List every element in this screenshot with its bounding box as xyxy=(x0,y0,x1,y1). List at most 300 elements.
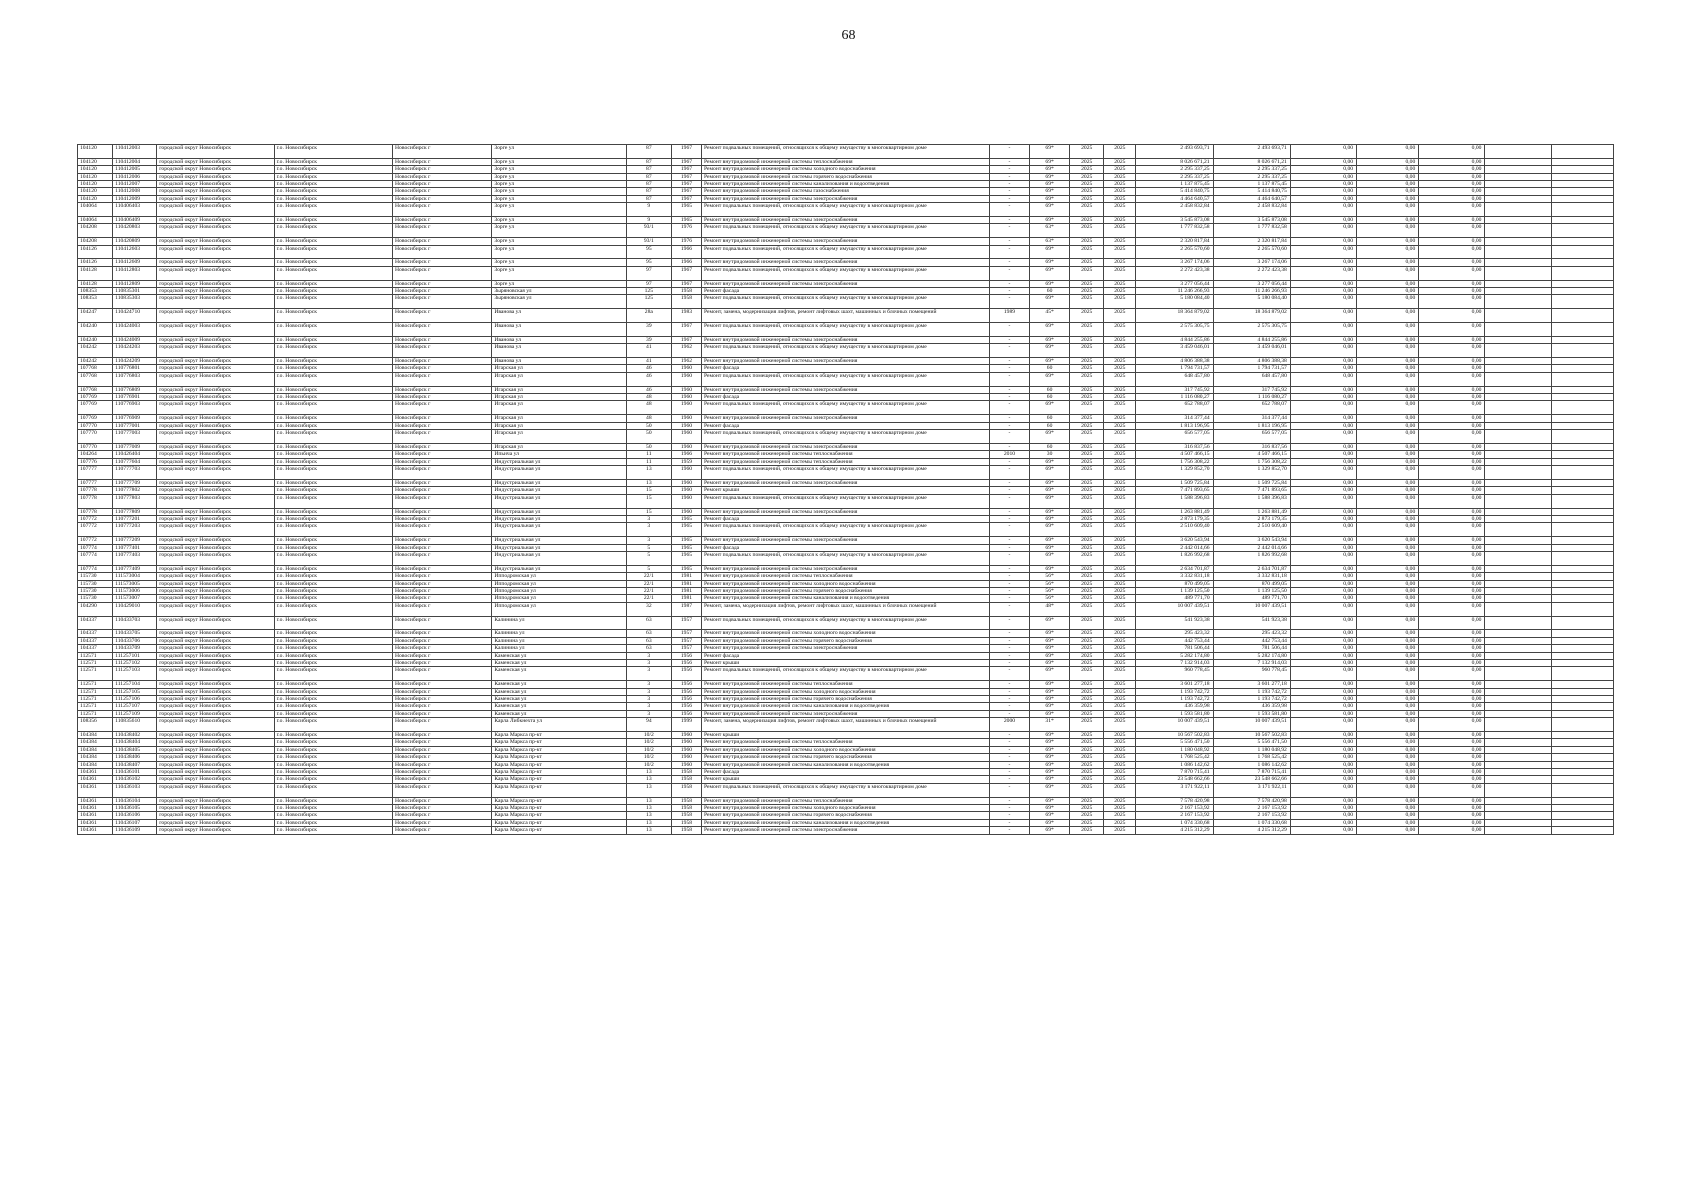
table-cell xyxy=(1485,266,1551,280)
table-cell: 110433709 xyxy=(113,645,157,652)
table-cell: - xyxy=(989,659,1029,666)
table-cell: 1 777 832,58 xyxy=(1213,224,1290,238)
table-cell: 2025 xyxy=(1104,551,1136,565)
table-cell: 3 267 174,06 xyxy=(1213,259,1290,266)
table-cell: 1967 xyxy=(671,188,701,195)
table-cell: 112571 xyxy=(78,681,113,688)
table-cell: 317 745,92 xyxy=(1136,386,1213,393)
table-cell: 0,00 xyxy=(1357,487,1419,494)
table-cell: Ипподромская ул xyxy=(492,595,626,602)
table-cell: 2025 xyxy=(1104,224,1136,238)
table-cell: Ремонт крыши xyxy=(701,776,989,783)
table-cell xyxy=(1485,280,1551,287)
table-cell: Ремонт подвальных помещений, относящихся к общему имуществу в многоквартирном доме xyxy=(701,245,989,259)
table-cell: г.о. Новосибирск xyxy=(274,166,392,173)
table-cell: 1956 xyxy=(671,667,701,681)
table-cell: - xyxy=(989,812,1029,819)
table-cell: Зыряновская ул xyxy=(492,288,626,295)
table-cell: 2025 xyxy=(1104,776,1136,783)
table-cell: г.о. Новосибирск xyxy=(274,238,392,245)
table-cell: Индустриальная ул xyxy=(492,479,626,486)
table-cell: Игарская ул xyxy=(492,430,626,444)
table-cell xyxy=(1551,266,1613,280)
table-cell: 2 295 337,25 xyxy=(1213,173,1290,180)
table-cell xyxy=(1485,158,1551,165)
table-cell: г.о. Новосибирск xyxy=(274,451,392,458)
table-cell: 0,00 xyxy=(1357,573,1419,580)
table-cell: 3 620 543,94 xyxy=(1213,537,1290,544)
table-cell: 104361 xyxy=(78,769,113,776)
table-cell: 112571 xyxy=(78,695,113,702)
table-cell: 0,00 xyxy=(1290,217,1356,224)
table-cell xyxy=(1485,415,1551,422)
table-cell: 0,00 xyxy=(1290,443,1356,450)
table-cell: 104128 xyxy=(78,280,113,287)
table-cell: 1966 xyxy=(671,451,701,458)
table-cell: 0,00 xyxy=(1357,812,1419,819)
table-cell: 0,00 xyxy=(1357,224,1419,238)
table-cell: 110777403 xyxy=(113,551,157,565)
table-cell: 69* xyxy=(1030,703,1070,710)
table-cell: - xyxy=(989,166,1029,173)
table-cell: Ремонт фасада xyxy=(701,769,989,776)
table-cell xyxy=(1551,710,1613,717)
table-cell xyxy=(1551,797,1613,804)
table-cell: 1957 xyxy=(671,616,701,630)
table-cell: Зорге ул xyxy=(492,145,626,159)
table-cell xyxy=(1551,667,1613,681)
table-cell: 2 458 832,84 xyxy=(1213,203,1290,217)
table-cell: 0,00 xyxy=(1290,681,1356,688)
table-row xyxy=(78,754,1614,761)
table-cell: 1956 xyxy=(671,703,701,710)
table-cell xyxy=(1485,739,1551,746)
table-cell: 69* xyxy=(1030,336,1070,343)
table-cell: Новосибирск г xyxy=(393,537,492,544)
table-cell: 1965 xyxy=(671,537,701,544)
table-cell: городской округ Новосибирск xyxy=(157,595,274,602)
table-cell: 4 507 466,15 xyxy=(1213,451,1290,458)
table-cell: г.о. Новосибирск xyxy=(274,659,392,666)
table-cell: 1960 xyxy=(671,466,701,480)
table-cell: - xyxy=(989,415,1029,422)
table-cell xyxy=(1485,783,1551,797)
table-cell: 1 588 396,83 xyxy=(1213,494,1290,508)
table-cell: 0,00 xyxy=(1419,681,1485,688)
table-cell: 108353 xyxy=(78,288,113,295)
table-cell: Карла Либкнехта ул xyxy=(492,718,626,732)
table-cell: 1960 xyxy=(671,430,701,444)
table-cell: 5 xyxy=(626,544,671,551)
table-cell: городской округ Новосибирск xyxy=(157,732,274,739)
table-cell: 1960 xyxy=(671,508,701,515)
table-cell: 110776803 xyxy=(113,372,157,386)
table-cell: 0,00 xyxy=(1290,365,1356,372)
table-cell: Ипподромская ул xyxy=(492,602,626,616)
table-cell: 0,00 xyxy=(1290,266,1356,280)
table-cell: 110777203 xyxy=(113,523,157,537)
table-cell: 2025 xyxy=(1070,372,1104,386)
table-cell: Зорге ул xyxy=(492,217,626,224)
table-cell: Ремонт внутридомовой инженерной системы теплоснабжения xyxy=(701,451,989,458)
table-cell: 110412803 xyxy=(113,266,157,280)
table-cell: Ремонт внутридомовой инженерной системы электроснабжения xyxy=(701,195,989,202)
table-cell: 2025 xyxy=(1070,659,1104,666)
table-cell: 0,00 xyxy=(1357,783,1419,797)
table-cell: Новосибирск г xyxy=(393,783,492,797)
table-cell: Ремонт внутридомовой инженерной системы теплоснабжения xyxy=(701,573,989,580)
table-cell: 2025 xyxy=(1104,245,1136,259)
table-cell: 69* xyxy=(1030,195,1070,202)
table-cell: 56* xyxy=(1030,595,1070,602)
table-cell: 2025 xyxy=(1070,288,1104,295)
table-cell: 69* xyxy=(1030,217,1070,224)
table-cell: 110433703 xyxy=(113,616,157,630)
table-cell: 18 364 879,02 xyxy=(1136,309,1213,323)
table-cell: городской округ Новосибирск xyxy=(157,602,274,616)
table-row xyxy=(78,805,1614,812)
table-cell: 648 457,80 xyxy=(1213,372,1290,386)
table-cell: Новосибирск г xyxy=(393,401,492,415)
table-cell: 48 xyxy=(626,415,671,422)
table-cell: 3 xyxy=(626,695,671,702)
table-cell: 125 xyxy=(626,288,671,295)
table-cell: 0,00 xyxy=(1419,280,1485,287)
table-cell: 656 577,05 xyxy=(1136,430,1213,444)
table-cell: 2025 xyxy=(1104,259,1136,266)
table-cell: 2 295 337,25 xyxy=(1136,166,1213,173)
table-cell: - xyxy=(989,783,1029,797)
table-row xyxy=(78,827,1614,834)
table-cell: 69* xyxy=(1030,783,1070,797)
table-cell: - xyxy=(989,681,1029,688)
table-cell: 2025 xyxy=(1104,710,1136,717)
table-cell: Ремонт фасада xyxy=(701,652,989,659)
table-cell: городской округ Новосибирск xyxy=(157,587,274,594)
table-cell: 0,00 xyxy=(1290,295,1356,309)
table-cell: городской округ Новосибирск xyxy=(157,739,274,746)
table-cell: 69* xyxy=(1030,812,1070,819)
table-cell: 110424003 xyxy=(113,323,157,337)
table-cell: 0,00 xyxy=(1357,394,1419,401)
table-cell: 0,00 xyxy=(1357,695,1419,702)
table-cell: г.о. Новосибирск xyxy=(274,754,392,761)
table-cell: 2025 xyxy=(1104,188,1136,195)
table-cell: 69* xyxy=(1030,259,1070,266)
table-cell: городской округ Новосибирск xyxy=(157,336,274,343)
table-cell: 10/2 xyxy=(626,761,671,768)
table-cell: 104064 xyxy=(78,217,113,224)
table-cell: городской округ Новосибирск xyxy=(157,551,274,565)
table-cell: 2 265 570,60 xyxy=(1213,245,1290,259)
table-cell xyxy=(1485,238,1551,245)
table-cell: г.о. Новосибирск xyxy=(274,703,392,710)
table-cell xyxy=(1551,173,1613,180)
table-cell: 1962 xyxy=(671,344,701,358)
table-cell: 1 768 525,42 xyxy=(1136,754,1213,761)
table-row xyxy=(78,783,1614,797)
table-cell: Новосибирск г xyxy=(393,805,492,812)
table-cell: 2025 xyxy=(1104,365,1136,372)
table-cell xyxy=(1485,732,1551,739)
table-cell: 0,00 xyxy=(1357,344,1419,358)
table-cell: Ремонт внутридомовой инженерной системы холодного водоснабжения xyxy=(701,630,989,637)
table-cell: г.о. Новосибирск xyxy=(274,280,392,287)
table-cell: 2025 xyxy=(1070,616,1104,630)
table-cell: 2025 xyxy=(1070,158,1104,165)
table-cell: - xyxy=(989,667,1029,681)
table-cell: 107774 xyxy=(78,551,113,565)
table-cell: 0,00 xyxy=(1290,309,1356,323)
table-cell: 0,00 xyxy=(1290,173,1356,180)
table-cell: г.о. Новосибирск xyxy=(274,479,392,486)
table-cell: 110424009 xyxy=(113,336,157,343)
table-cell: 22/1 xyxy=(626,587,671,594)
table-cell: 295 423,32 xyxy=(1136,630,1213,637)
table-cell: 0,00 xyxy=(1419,401,1485,415)
table-cell: 2 167 153,92 xyxy=(1136,805,1213,812)
table-cell: городской округ Новосибирск xyxy=(157,652,274,659)
table-cell: 0,00 xyxy=(1419,515,1485,522)
table-cell: 960 778,45 xyxy=(1136,667,1213,681)
table-cell: городской округ Новосибирск xyxy=(157,280,274,287)
table-cell: 3 xyxy=(626,652,671,659)
table-cell: Индустриальная ул xyxy=(492,565,626,572)
table-cell xyxy=(1485,487,1551,494)
table-cell: 1976 xyxy=(671,224,701,238)
table-cell xyxy=(1551,195,1613,202)
table-cell: 2025 xyxy=(1070,487,1104,494)
table-cell: - xyxy=(989,280,1029,287)
table-cell: 104384 xyxy=(78,746,113,753)
table-cell: Ипподромская ул xyxy=(492,587,626,594)
table-cell: - xyxy=(989,645,1029,652)
table-row xyxy=(78,415,1614,422)
table-cell: Индустриальная ул xyxy=(492,515,626,522)
table-row xyxy=(78,401,1614,415)
table-cell: 69* xyxy=(1030,739,1070,746)
table-cell xyxy=(1551,739,1613,746)
table-row xyxy=(78,776,1614,783)
table-cell: 3 277 056,44 xyxy=(1213,280,1290,287)
table-cell: 7 471 893,65 xyxy=(1213,487,1290,494)
table-cell: Новосибирск г xyxy=(393,645,492,652)
table-cell: Каменская ул xyxy=(492,667,626,681)
table-cell: 0,00 xyxy=(1290,754,1356,761)
table-cell: 1 329 852,70 xyxy=(1136,466,1213,480)
table-cell: 69* xyxy=(1030,819,1070,826)
table-cell: Каменская ул xyxy=(492,703,626,710)
table-cell: 0,00 xyxy=(1290,336,1356,343)
table-cell: - xyxy=(989,443,1029,450)
table-cell: 1 593 581,80 xyxy=(1136,710,1213,717)
table-cell: 0,00 xyxy=(1419,430,1485,444)
table-cell: городской округ Новосибирск xyxy=(157,466,274,480)
table-cell: Карла Маркса пр-кт xyxy=(492,732,626,739)
table-cell: городской округ Новосибирск xyxy=(157,394,274,401)
table-cell: 104361 xyxy=(78,819,113,826)
table-cell: Каменская ул xyxy=(492,659,626,666)
table-cell: городской округ Новосибирск xyxy=(157,401,274,415)
table-cell: 1960 xyxy=(671,487,701,494)
table-cell xyxy=(1485,188,1551,195)
table-cell: 112571 xyxy=(78,659,113,666)
table-cell: Ремонт внутридомовой инженерной системы электроснабжения xyxy=(701,710,989,717)
table-cell: Ремонт внутридомовой инженерной системы электроснабжения xyxy=(701,479,989,486)
table-cell: г.о. Новосибирск xyxy=(274,537,392,544)
table-cell: 0,00 xyxy=(1419,776,1485,783)
table-cell: 0,00 xyxy=(1357,732,1419,739)
table-cell: 0,00 xyxy=(1419,451,1485,458)
table-cell: 107769 xyxy=(78,401,113,415)
table-cell: - xyxy=(989,688,1029,695)
table-cell: 2025 xyxy=(1070,309,1104,323)
table-cell xyxy=(1551,487,1613,494)
table-row xyxy=(78,158,1614,165)
table-cell xyxy=(1485,523,1551,537)
table-cell: 2025 xyxy=(1070,508,1104,515)
table-cell: 69* xyxy=(1030,652,1070,659)
table-cell: 0,00 xyxy=(1290,523,1356,537)
table-cell: Ремонт внутридомовой инженерной системы электроснабжения xyxy=(701,508,989,515)
table-cell: 2025 xyxy=(1104,645,1136,652)
table-cell xyxy=(1551,295,1613,309)
table-cell: Новосибирск г xyxy=(393,739,492,746)
table-cell xyxy=(1485,746,1551,753)
table-cell: 2 873 179,35 xyxy=(1136,515,1213,522)
table-cell: 0,00 xyxy=(1290,776,1356,783)
table-cell: - xyxy=(989,515,1029,522)
table-cell: 5 xyxy=(626,551,671,565)
table-cell: 0,00 xyxy=(1290,812,1356,819)
table-cell: 2025 xyxy=(1070,580,1104,587)
table-cell: 104384 xyxy=(78,754,113,761)
table-row xyxy=(78,652,1614,659)
table-cell: 110433706 xyxy=(113,637,157,644)
table-cell: Ремонт подвальных помещений, относящихся к общему имуществу в многоквартирном доме xyxy=(701,145,989,159)
table-cell: 69* xyxy=(1030,523,1070,537)
table-cell: 28а xyxy=(626,309,671,323)
table-cell: 111257104 xyxy=(113,681,157,688)
table-cell: 50 xyxy=(626,422,671,429)
table-cell: 48 xyxy=(626,394,671,401)
table-cell: 1 116 080,27 xyxy=(1136,394,1213,401)
table-cell: 0,00 xyxy=(1290,259,1356,266)
table-cell: городской округ Новосибирск xyxy=(157,372,274,386)
table-cell: 0,00 xyxy=(1419,523,1485,537)
table-row xyxy=(78,819,1614,826)
table-cell: 10/2 xyxy=(626,739,671,746)
table-cell: 3 277 056,44 xyxy=(1136,280,1213,287)
table-cell: городской округ Новосибирск xyxy=(157,797,274,804)
table-cell: Зорге ул xyxy=(492,173,626,180)
table-cell: 0,00 xyxy=(1290,580,1356,587)
table-cell: 112571 xyxy=(78,703,113,710)
table-cell: - xyxy=(989,819,1029,826)
table-row xyxy=(78,451,1614,458)
table-cell: 107778 xyxy=(78,508,113,515)
table-cell: 0,00 xyxy=(1290,819,1356,826)
table-cell: г.о. Новосибирск xyxy=(274,466,392,480)
table-cell: 0,00 xyxy=(1357,188,1419,195)
table-cell: 110420809 xyxy=(113,238,157,245)
table-cell: 110777809 xyxy=(113,508,157,515)
table-cell: 69* xyxy=(1030,688,1070,695)
table-cell: 108356 xyxy=(78,718,113,732)
table-cell: Новосибирск г xyxy=(393,595,492,602)
table-cell: 0,00 xyxy=(1419,487,1485,494)
table-cell: Карла Маркса пр-кт xyxy=(492,776,626,783)
table-cell: 0,00 xyxy=(1290,637,1356,644)
table-cell: 104247 xyxy=(78,309,113,323)
table-cell: 0,00 xyxy=(1357,158,1419,165)
table-cell: городской округ Новосибирск xyxy=(157,812,274,819)
table-cell: 1 263 881,49 xyxy=(1213,508,1290,515)
table-cell: 0,00 xyxy=(1419,494,1485,508)
table-cell: - xyxy=(989,145,1029,159)
table-cell: 107772 xyxy=(78,515,113,522)
table-cell: 2025 xyxy=(1070,667,1104,681)
table-cell: 110777003 xyxy=(113,430,157,444)
table-row xyxy=(78,703,1614,710)
table-cell: городской округ Новосибирск xyxy=(157,508,274,515)
table-cell xyxy=(1485,422,1551,429)
table-cell: 0,00 xyxy=(1419,224,1485,238)
table-cell: городской округ Новосибирск xyxy=(157,309,274,323)
table-cell xyxy=(1551,805,1613,812)
table-cell: 1 777 832,58 xyxy=(1136,224,1213,238)
table-cell: Ремонт внутридомовой инженерной системы канализования и водоотведения xyxy=(701,181,989,188)
table-cell: Ремонт внутридомовой инженерной системы канализования и водоотведения xyxy=(701,595,989,602)
table-cell: 104240 xyxy=(78,323,113,337)
table-cell: Зорге ул xyxy=(492,280,626,287)
table-cell: 2025 xyxy=(1104,181,1136,188)
table-cell: 107774 xyxy=(78,544,113,551)
table-cell: 0,00 xyxy=(1419,158,1485,165)
table-row xyxy=(78,812,1614,819)
table-cell: 1 193 742,72 xyxy=(1213,695,1290,702)
table-cell: 2025 xyxy=(1070,401,1104,415)
table-cell: 63* xyxy=(1030,238,1070,245)
table-cell: 2 510 609,40 xyxy=(1213,523,1290,537)
table-cell: Новосибирск г xyxy=(393,508,492,515)
table-cell: 0,00 xyxy=(1357,645,1419,652)
table-cell xyxy=(1551,458,1613,465)
table-cell xyxy=(1551,280,1613,287)
table-cell: 111573004 xyxy=(113,573,157,580)
table-cell: Калинина ул xyxy=(492,630,626,637)
table-cell: 56* xyxy=(1030,573,1070,580)
table-cell: городской округ Новосибирск xyxy=(157,580,274,587)
table-cell: Новосибирск г xyxy=(393,797,492,804)
table-cell: г.о. Новосибирск xyxy=(274,145,392,159)
table-cell: Ремонт внутридомовой инженерной системы холодного водоснабжения xyxy=(701,746,989,753)
table-cell: - xyxy=(989,188,1029,195)
table-cell: Каменская ул xyxy=(492,652,626,659)
table-cell: 107768 xyxy=(78,372,113,386)
table-cell: 69* xyxy=(1030,761,1070,768)
table-cell: 10 007 439,51 xyxy=(1213,718,1290,732)
table-cell: 0,00 xyxy=(1290,224,1356,238)
table-cell: 2025 xyxy=(1070,195,1104,202)
table-cell: 0,00 xyxy=(1357,769,1419,776)
table-cell: 0,00 xyxy=(1357,309,1419,323)
table-cell: 69* xyxy=(1030,515,1070,522)
table-cell: Новосибирск г xyxy=(393,551,492,565)
table-cell: Ремонт внутридомовой инженерной системы горячего водоснабжения xyxy=(701,173,989,180)
table-cell: 1 180 048,92 xyxy=(1136,746,1213,753)
table-cell: 489 771,70 xyxy=(1136,595,1213,602)
